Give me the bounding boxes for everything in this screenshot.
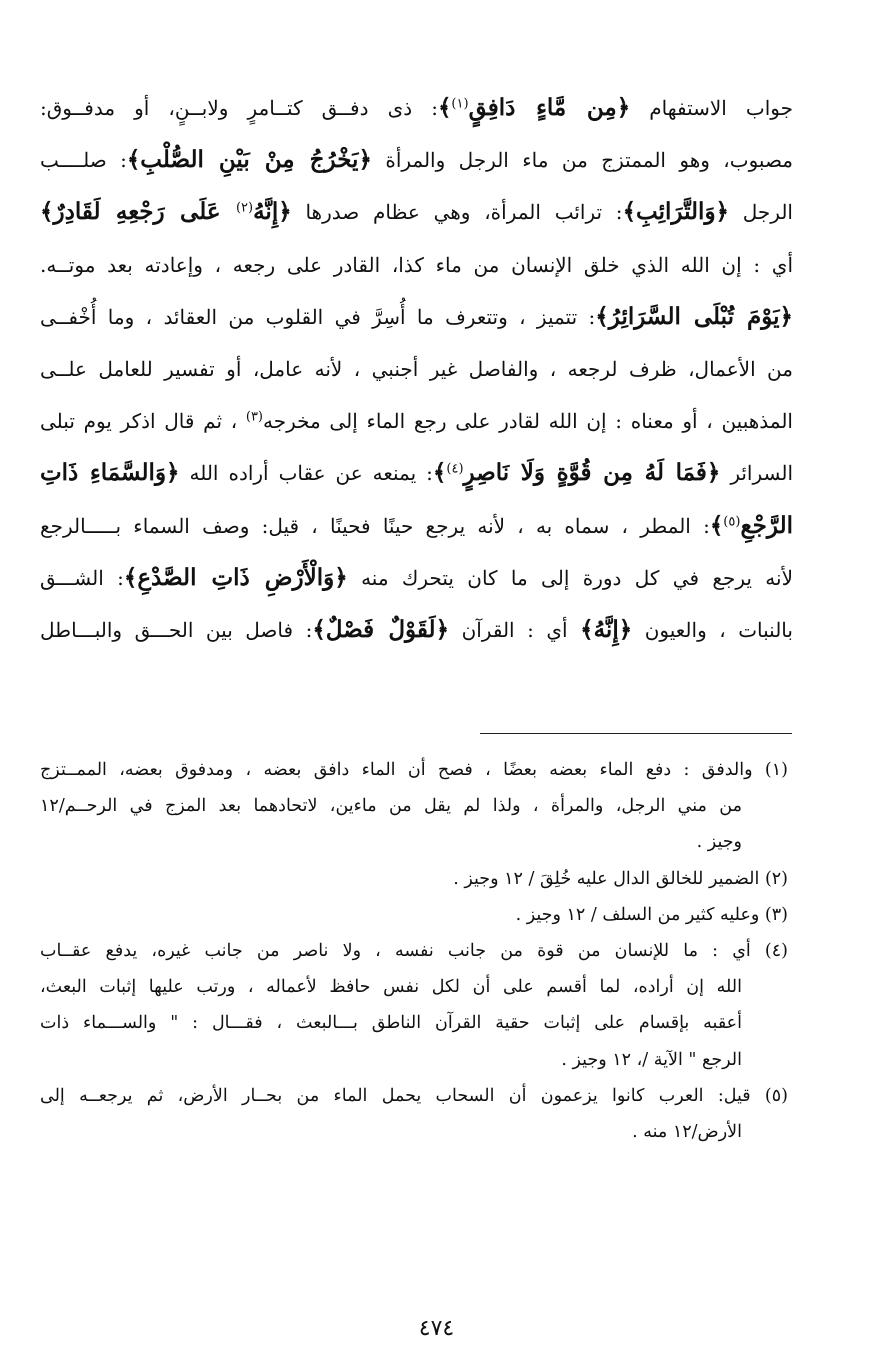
quran-quote: ﴿إِنَّهُ <box>253 198 292 226</box>
text-span: : الشـــق <box>40 565 124 590</box>
quran-quote: ﴿وَالتَّرَائِبِ﴾ <box>622 198 730 226</box>
text-span: : ترائب المرأة، وهي عظام صدرها <box>291 200 623 225</box>
footnote-line: (١) والدفق : دفع الماء بعضه بعضًا ، فصح أن الماء دافق بعضه ، ومدفوق بعضه، الممــتزج <box>40 760 788 780</box>
footnote-4 <box>40 933 788 1078</box>
text-span: الرجل <box>729 200 793 225</box>
text-line-10 <box>40 552 793 604</box>
footnote-line: الرجع " الآية /، ١٢ وجيز . <box>561 1049 742 1070</box>
footnote-line: من مني الرجل، والمرأة ، ولذا لم يقل من ماءين، لاتحادهما بعد المزج في الرحــم/١٢ <box>40 796 742 817</box>
footnote-divider <box>480 733 792 734</box>
quran-quote: ﴿فَمَا لَهُ مِن قُوَّةٍ وَلَا نَاصِرٍ <box>463 459 721 487</box>
quran-quote: الرَّجْعِ <box>740 511 793 539</box>
footnote-1 <box>40 752 788 861</box>
text-line-3 <box>40 186 793 238</box>
text-span: : فاصل بين الحـــق والبـــاطل <box>40 617 313 642</box>
footnote-line: (٢) الضمير للخالق الدال عليه خُلِقَ / ١٢ وجيز . <box>453 868 788 889</box>
page-number: ٤٧٤ <box>418 1316 455 1341</box>
text-span: : ذى دفــق كتــامرٍ ولابــنٍ، أو مدفــوق: <box>40 96 438 120</box>
text-line-8 <box>40 447 793 499</box>
footnote-line: الله إن أراده، لما أقسم على أن لكل نفس حافظ لأعماله ، ورتب عليها إثبات البعث، <box>40 977 742 998</box>
quran-quote-end: ﴾ <box>709 511 724 539</box>
text-span: : تتميز ، وتتعرف ما أُسِرَّ في القلوب من العقائد ، وما أُخْفــى <box>40 304 596 329</box>
main-text <box>40 82 793 656</box>
quran-quote: عَلَى رَجْعِهِ لَقَادِرٌ﴾ <box>40 198 236 226</box>
text-span: السرائر <box>720 461 793 486</box>
footnote-ref: (٥) <box>723 513 741 529</box>
text-span: جواب الاستفهام <box>630 96 793 120</box>
text-span: مصبوب، وهو الممتزج من ماء الرجل والمرأة <box>371 148 793 173</box>
quran-quote: ﴿مِن مَّاءٍ دَافِقٍ <box>468 94 631 121</box>
footnote-2 <box>40 861 788 897</box>
text-span: من الأعمال، ظرف لرجعه ، والفاصل غير أجنبي ، لأنه عامل، أو تفسير للعامل علــى <box>40 356 793 381</box>
text-span: أي : القرآن <box>449 617 581 642</box>
footnote-line: الأرض/١٢ منه . <box>632 1121 742 1142</box>
footnotes <box>40 752 788 1150</box>
quran-quote: ﴿وَالسَّمَاءِ ذَاتِ <box>40 459 180 487</box>
footnote-ref: (٢) <box>235 200 254 216</box>
text-span: المذهبين ، أو معناه : إن الله لقادر على رجع الماء إلى مخرجه <box>263 409 793 434</box>
quran-quote: ﴿يَوْمَ تُبْلَى السَّرَائِرُ﴾ <box>595 302 793 330</box>
footnote-line: وجيز . <box>696 832 742 853</box>
footnote-line: (٤) أي : ما للإنسان من قوة من جانب نفسه ، ولا ناصر من جانب غيره، يدفع عقــاب <box>40 940 788 961</box>
footnote-3 <box>40 897 788 933</box>
text-line-6 <box>40 343 793 395</box>
text-line-1 <box>40 82 793 134</box>
text-span: أي : إن الله الذي خلق الإنسان من ماء كذا، القادر على رجعه ، وإعادته بعد موتــه. <box>40 252 793 277</box>
footnote-ref: (١) <box>451 96 469 112</box>
quran-quote: ﴿يَخْرُجُ مِنْ بَيْنِ الصُّلْبِ﴾ <box>126 146 372 174</box>
footnote-5 <box>40 1078 788 1150</box>
text-span: : صلــــب <box>40 148 127 173</box>
text-line-4 <box>40 239 793 291</box>
quran-quote-end: ﴾ <box>437 94 452 121</box>
text-span: لأنه يرجع في كل دورة إلى ما كان يتحرك منه <box>347 565 793 590</box>
text-span: : يمنعه عن عقاب أراده الله <box>179 461 433 486</box>
text-span: : المطر ، سماه به ، لأنه يرجع حينًا فحينًا ، قيل: وصف السماء بـــــالرجع <box>40 513 710 538</box>
quran-quote: ﴿إِنَّهُ﴾ <box>580 615 633 643</box>
footnote-ref: (٣) <box>245 409 263 425</box>
footnote-line: (٣) وعليه كثير من السلف / ١٢ وجيز . <box>515 904 788 925</box>
text-line-7 <box>40 395 793 447</box>
footnote-ref: (٤) <box>446 461 464 477</box>
text-line-2 <box>40 134 793 186</box>
quran-quote: ﴿وَالْأَرْضِ ذَاتِ الصَّدْعِ﴾ <box>123 563 348 591</box>
quran-quote-end: ﴾ <box>432 459 447 487</box>
text-line-5 <box>40 291 793 343</box>
footnote-line: (٥) قيل: العرب كانوا يزعمون أن السحاب يحمل الماء من بحــار الأرض، ثم يرجعــه إلى <box>40 1085 788 1106</box>
text-line-11 <box>40 604 793 656</box>
quran-quote: ﴿لَقَوْلٌ فَصْلٌ﴾ <box>312 615 450 643</box>
footnote-line: أعقبه بإقسام على إثبات حقية القرآن الناطق بـــالبعث ، فقـــال : " والســـماء ذات <box>40 1013 742 1034</box>
text-span: بالنبات ، والعيون <box>632 617 793 642</box>
text-span: ، ثم قال اذكر يوم تبلى <box>40 409 246 434</box>
text-line-9 <box>40 500 793 552</box>
